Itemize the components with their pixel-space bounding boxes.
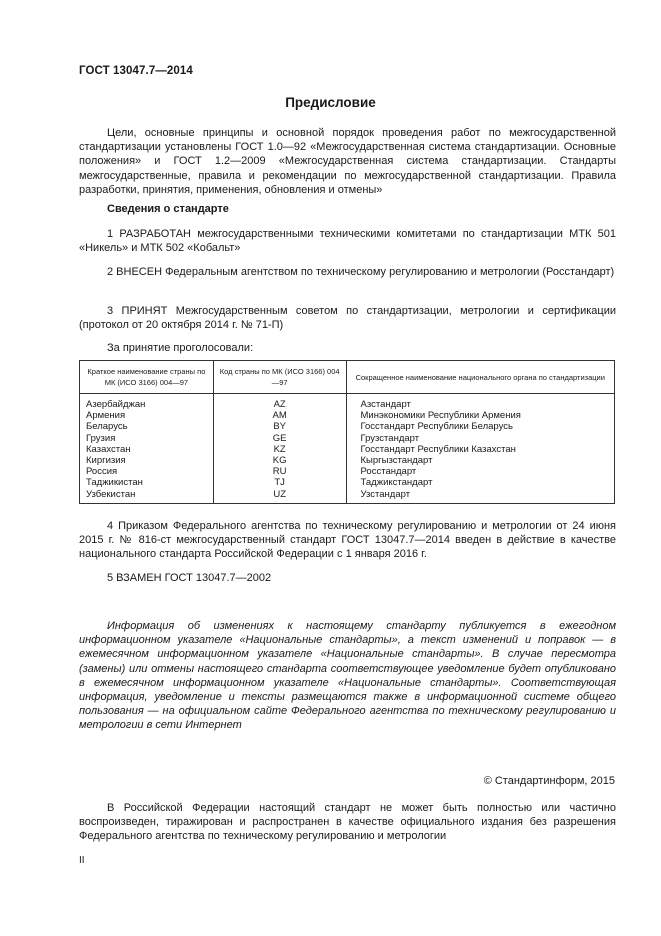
page-title: Предисловие (285, 95, 376, 110)
country-code-cell: TJ (213, 477, 346, 488)
standard-info-heading: Сведения о стандарте (107, 203, 229, 215)
standards-body-cell: Росстандарт (346, 466, 614, 477)
page-number: II (79, 855, 85, 866)
standards-body-cell: Госстандарт Республики Казахстан (346, 444, 614, 455)
country-name-cell: Таджикистан (80, 477, 214, 488)
item-1-paragraph: 1 РАЗРАБОТАН межгосударственными техническими комитетами по стандартизации МТК 501 «Никель» и МТК 502 «Кобальт» (79, 228, 616, 255)
votes-label: За принятие проголосовали: (107, 342, 254, 354)
country-name-cell: Беларусь (80, 421, 214, 432)
standards-body-cell: Узстандарт (346, 489, 614, 504)
country-code-cell: UZ (213, 489, 346, 504)
country-code-cell: AM (213, 410, 346, 421)
country-name-cell: Армения (80, 410, 214, 421)
country-code-cell: GE (213, 433, 346, 444)
table-header-row (80, 361, 615, 394)
item-4-paragraph: 4 Приказом Федерального агентства по техническому регулированию и метрологии от 24 июня 2015 г. № 816-ст межгосударственный стандарт ГОСТ 13047.7—2014 введен в действие в качестве национального стандарта Российской Федерации с 1 января 2016 г. (79, 520, 616, 561)
item-5-paragraph: 5 ВЗАМЕН ГОСТ 13047.7—2002 (107, 572, 272, 584)
table-row (80, 410, 615, 421)
item-3-paragraph: 3 ПРИНЯТ Межгосударственным советом по стандартизации, метрологии и сертификации (протокол от 20 октября 2014 г. № 71-П) (79, 305, 616, 332)
copyright-notice: © Стандартинформ, 2015 (483, 775, 615, 787)
table-row (80, 466, 615, 477)
table-row (80, 477, 615, 488)
changes-notice: Информация об изменениях к настоящему стандарту публикуется в ежегодном информационном указателе «Национальные стандарты», а текст изменений и поправок — в ежемесячном информационном указателе «Национальные стандарты». В случае пересмотра (замены) или отмены настоящего стандарта соответствующее уведомление будет опубликовано в ежемесячном информационном указателе «Национальные стандарты». Соответствующая информация, уведомление и тексты размещаются также в информационной системе общего пользования — на официальном сайте Федерального агентства по техническому регулированию и метрологии в сети Интернет (79, 620, 616, 732)
country-name-cell: Россия (80, 466, 214, 477)
item-2-paragraph: 2 ВНЕСЕН Федеральным агентством по техническому регулированию и метрологии (Росстандарт) (107, 266, 615, 278)
country-code-cell: KG (213, 455, 346, 466)
country-code-cell: RU (213, 466, 346, 477)
country-code-cell: BY (213, 421, 346, 432)
standards-body-cell: Таджикстандарт (346, 477, 614, 488)
standards-body-cell: Кыргызстандарт (346, 455, 614, 466)
reproduction-notice: В Российской Федерации настоящий стандарт не может быть полностью или частично воспроизведен, тиражирован и распространен в качестве официального издания без разрешения Федерального агентства по техническому регулированию и метрологии (79, 802, 616, 843)
votes-table (79, 360, 615, 504)
header-country-name: Краткое наименование страны по МК (ИСО 3166) 004—97 (80, 361, 214, 394)
header-standards-body: Сокращенное наименование национального органа по стандартизации (346, 361, 614, 394)
standards-body-cell: Азстандарт (346, 394, 614, 411)
table-row (80, 489, 615, 504)
country-name-cell: Киргизия (80, 455, 214, 466)
header-country-code: Код страны по МК (ИСО 3166) 004—97 (213, 361, 346, 394)
table-row (80, 421, 615, 432)
country-name-cell: Узбекистан (80, 489, 214, 504)
standards-body-cell: Минэкономики Республики Армения (346, 410, 614, 421)
table-row (80, 444, 615, 455)
standards-body-cell: Грузстандарт (346, 433, 614, 444)
document-code: ГОСТ 13047.7—2014 (79, 65, 193, 77)
intro-paragraph: Цели, основные принципы и основной порядок проведения работ по межгосударственной стандартизации установлены ГОСТ 1.0—92 «Межгосударственная система стандартизации. Основные положения» и ГОСТ 1.2—2009 «Межгосударственная система стандартизации. Стандарты межгосударственные, правила и рекомендации по межгосударственной стандартизации. Правила разработки, принятия, применения, обновления и отмены» (79, 127, 616, 196)
country-name-cell: Азербайджан (80, 394, 214, 411)
table-row (80, 433, 615, 444)
table-row (80, 455, 615, 466)
standards-body-cell: Госстандарт Республики Беларусь (346, 421, 614, 432)
country-name-cell: Грузия (80, 433, 214, 444)
country-name-cell: Казахстан (80, 444, 214, 455)
table-row (80, 394, 615, 411)
country-code-cell: AZ (213, 394, 346, 411)
country-code-cell: KZ (213, 444, 346, 455)
